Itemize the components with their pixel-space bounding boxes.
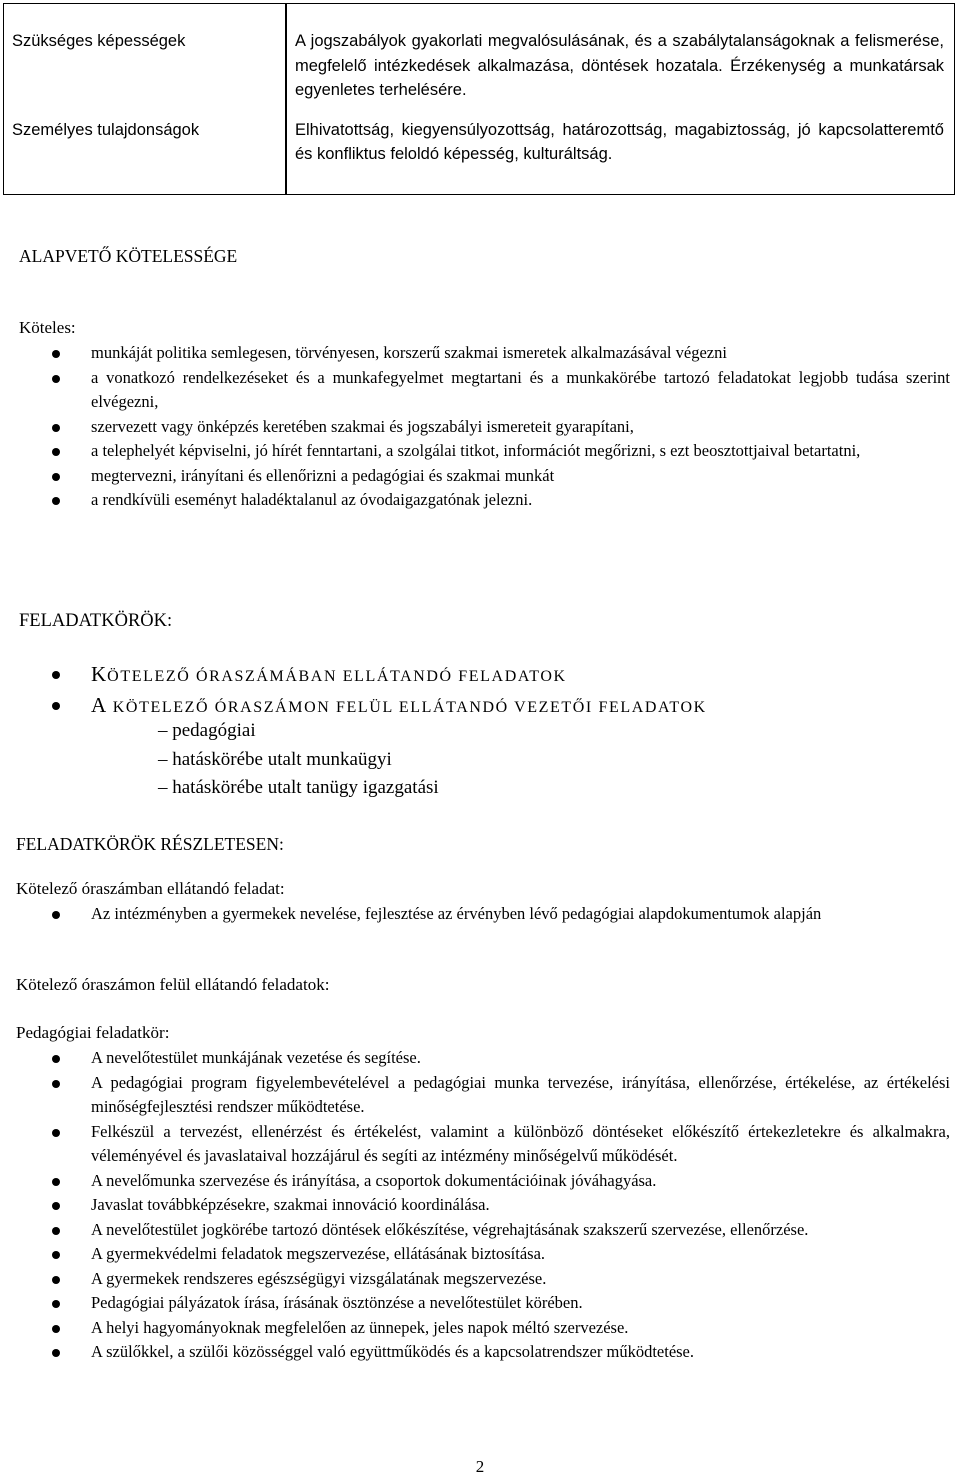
- row-text: A jogszabályok gyakorlati megvalósulásának, és a szabálytalanságoknak a felismerése, megfelelő intézkedések alkalmazása, döntések hozatala. Érzékenység a munkatársak egyenletes terhelésére.: [295, 32, 944, 99]
- sub-list-item: – hatáskörébe utalt tanügy igazgatási: [158, 777, 439, 798]
- bullet-icon: [52, 1227, 60, 1235]
- bullet-icon: [52, 473, 60, 481]
- kotelezo-heading: Kötelező óraszámban ellátandó feladat:: [16, 879, 285, 898]
- bullet-icon: [52, 671, 60, 679]
- list-item: szervezett vagy önképzés keretében szakmai és jogszabályi ismereteit gyarapítani,: [0, 415, 960, 440]
- section-heading-reszletesen: FELADATKÖRÖK RÉSZLETESEN:: [16, 834, 284, 854]
- bullet-icon: [52, 1300, 60, 1308]
- list-item: a rendkívüli eseményt haladéktalanul az óvodaigazgatónak jelezni.: [0, 488, 960, 513]
- bullet-icon: [52, 1276, 60, 1284]
- feladatkorok-list: [0, 660, 960, 722]
- koteles-label: Köteles:: [19, 318, 76, 337]
- list-item: Pedagógiai pályázatok írása, írásának ösztönzése a nevelőtestület körében.: [0, 1291, 960, 1316]
- section-heading-feladatkorok: FELADATKÖRÖK:: [19, 611, 173, 631]
- bullet-icon: [52, 1080, 60, 1088]
- bullet-icon: [52, 350, 60, 358]
- list-item: Az intézményben a gyermekek nevelése, fejlesztése az érvényben lévő pedagógiai alapdokumentumok alapján: [0, 902, 960, 927]
- list-item: A nevelőtestület munkájának vezetése és segítése.: [0, 1046, 960, 1071]
- row-label: Szükséges képességek: [12, 32, 186, 50]
- bullet-icon: [52, 702, 60, 710]
- bullet-icon: [52, 1129, 60, 1137]
- bullet-icon: [52, 448, 60, 456]
- bullet-icon: [52, 1178, 60, 1186]
- row-label: Személyes tulajdonságok: [12, 120, 200, 139]
- table-row: [4, 118, 954, 167]
- list-item: a telephelyét képviselni, jó hírét fenntartani, a szolgálai titkot, információt megőrizni, s ezt beosztottjaival betartatni,: [0, 439, 960, 464]
- list-item: KÖTELEZŐ ÓRASZÁMÁBAN ELLÁTANDÓ FELADATOK: [0, 660, 960, 691]
- list-item: A KÖTELEZŐ ÓRASZÁMON FELÜL ELLÁTANDÓ VEZETŐI FELADATOK: [0, 691, 960, 722]
- bullet-icon: [52, 1202, 60, 1210]
- sub-list-item: – pedagógiai: [158, 720, 256, 741]
- bullet-icon: [52, 1055, 60, 1063]
- bullet-icon: [52, 1349, 60, 1357]
- feladatkorok-sublist: [158, 717, 439, 803]
- list-item: A pedagógiai program figyelembevételével a pedagógiai munka tervezése, irányítása, ellenőrzése, értékelése, az értékelési minőségfejlesztési rendszer működtetése.: [0, 1071, 960, 1120]
- bullet-icon: [52, 911, 60, 919]
- page-number: 2: [475, 1457, 485, 1476]
- list-item: munkáját politika semlegesen, törvényesen, korszerű szakmai ismeretek alkalmazásával végezni: [0, 341, 960, 366]
- section-heading-alapveto: ALAPVETŐ KÖTELESSÉGE: [19, 246, 238, 266]
- pedagogiai-list: [0, 1046, 960, 1365]
- list-item: A nevelőmunka szervezése és irányítása, a csoportok dokumentációinak jóváhagyása.: [0, 1169, 960, 1194]
- table-row: [4, 29, 954, 103]
- row-text: Elhivatottság, kiegyensúlyozottság, határozottság, magabiztosság, jó kapcsolatteremtő és konfliktus feloldó képesség, kulturáltság.: [295, 120, 944, 163]
- bullet-icon: [52, 375, 60, 383]
- bullet-icon: [52, 424, 60, 432]
- bullet-icon: [52, 1325, 60, 1333]
- requirements-table: [3, 3, 955, 195]
- felul-heading: Kötelező óraszámon felül ellátandó feladatok:: [16, 975, 330, 994]
- list-item: Felkészül a tervezést, ellenérzést és értékelést, valamint a különböző döntéseket előkészítő értekezletekre és alkalmakra, véleményével és javaslataival hozzájárul és segíti az intézmény minőségelvű működését.: [0, 1120, 960, 1169]
- list-item: A nevelőtestület jogkörébe tartozó döntések előkészítése, végrehajtásának szakszerű szervezése, ellenőrzése.: [0, 1218, 960, 1243]
- list-item: A gyermekvédelmi feladatok megszervezése, ellátásának biztosítása.: [0, 1242, 960, 1267]
- pedagogiai-heading: Pedagógiai feladatkör:: [16, 1023, 170, 1042]
- kotelezo-list: [0, 902, 960, 927]
- list-item: A gyermekek rendszeres egészségügyi vizsgálatának megszervezése.: [0, 1267, 960, 1292]
- bullet-icon: [52, 1251, 60, 1259]
- bullet-icon: [52, 497, 60, 505]
- list-item: Javaslat továbbképzésekre, szakmai innováció koordinálása.: [0, 1193, 960, 1218]
- sub-list-item: – hatáskörébe utalt munkaügyi: [158, 748, 392, 770]
- list-item: A szülőkkel, a szülői közösséggel való együttműködés és a kapcsolatrendszer működtetése.: [0, 1340, 960, 1365]
- list-item: a vonatkozó rendelkezéseket és a munkafegyelmet megtartani és a munkakörébe tartozó feladatokat legjobb tudása szerint elvégezni,: [0, 366, 960, 415]
- koteles-list: [0, 341, 960, 513]
- list-item: megtervezni, irányítani és ellenőrizni a pedagógiai és szakmai munkát: [0, 464, 960, 489]
- list-item: A helyi hagyományoknak megfelelően az ünnepek, jeles napok méltó szervezése.: [0, 1316, 960, 1341]
